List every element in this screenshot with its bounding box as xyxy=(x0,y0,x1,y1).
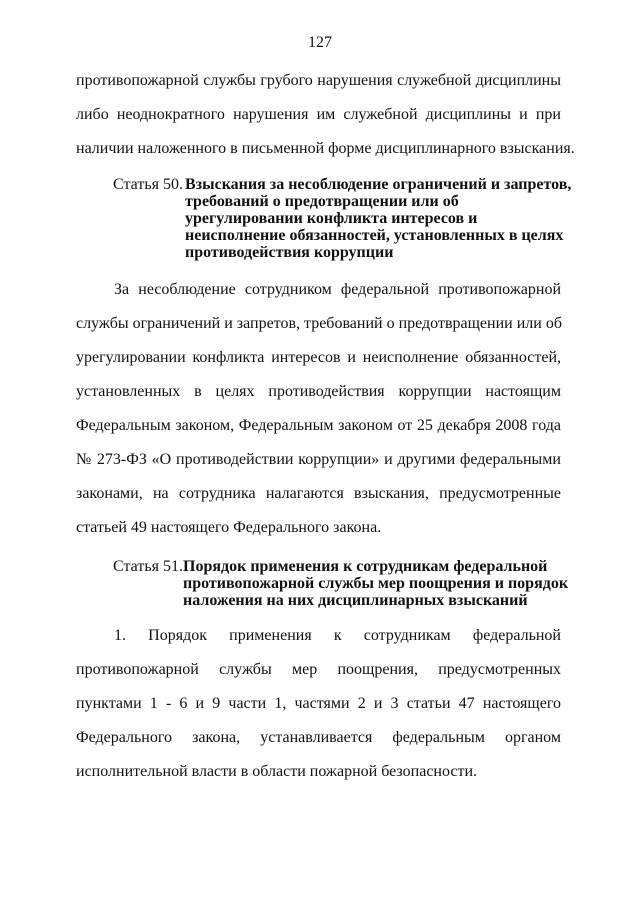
article-title xyxy=(185,176,571,261)
article-number: Статья 50. xyxy=(113,176,183,193)
article-title-line: противодействия коррупции xyxy=(185,244,394,261)
text-line: противопожарной службы грубого нарушения служебной дисциплины xyxy=(76,72,561,89)
article-title-line: Порядок применения к сотрудникам федеральной xyxy=(183,558,548,575)
text-line: установленных в целях противодействия коррупции настоящим xyxy=(76,383,561,400)
article-title-line: наложения на них дисциплинарных взысканий xyxy=(183,592,528,609)
text-line: статьей 49 настоящего Федерального закона. xyxy=(76,519,382,536)
article-title-line: Взыскания за несоблюдение ограничений и запретов, xyxy=(185,176,572,193)
text-line: урегулировании конфликта интересов и неисполнение обязанностей, xyxy=(76,349,561,366)
text-line: законами, на сотрудника налагаются взыскания, предусмотренные xyxy=(76,485,561,502)
text-line: Федеральным законом, Федеральным законом от 25 декабря 2008 года xyxy=(76,417,561,434)
article-title-line: неисполнение обязанностей, установленных в целях xyxy=(185,227,564,244)
article-title-line: противопожарной службы мер поощрения и порядок xyxy=(183,575,569,592)
text-line: Федерального закона, устанавливается федеральным органом xyxy=(76,729,561,746)
page-number: 127 xyxy=(308,34,332,51)
text-line: наличии наложенного в письменной форме дисциплинарного взыскания. xyxy=(76,140,575,157)
article-title xyxy=(183,558,568,609)
article-title-line: требований о предотвращении или об xyxy=(185,193,459,210)
text-line: исполнительной власти в области пожарной безопасности. xyxy=(76,763,478,780)
text-line: 1. Порядок применения к сотрудникам федеральной xyxy=(114,627,561,644)
text-line: противопожарной службы мер поощрения, предусмотренных xyxy=(76,661,561,678)
text-line: За несоблюдение сотрудником федеральной противопожарной xyxy=(114,281,561,298)
text-line: пунктами 1 - 6 и 9 части 1, частями 2 и 3 статьи 47 настоящего xyxy=(76,695,561,712)
article-number: Статья 51. xyxy=(113,558,183,575)
paragraph-continuation xyxy=(76,64,575,166)
article-title-line: урегулировании конфликта интересов и xyxy=(185,210,478,227)
text-line: № 273-ФЗ «О противодействии коррупции» и другими федеральными xyxy=(76,451,561,468)
article-51-body xyxy=(76,619,561,789)
text-line: службы ограничений и запретов, требований о предотвращении или об xyxy=(76,315,562,332)
article-50-body xyxy=(76,273,561,545)
text-line: либо неоднократного нарушения им служебной дисциплины и при xyxy=(76,106,561,123)
